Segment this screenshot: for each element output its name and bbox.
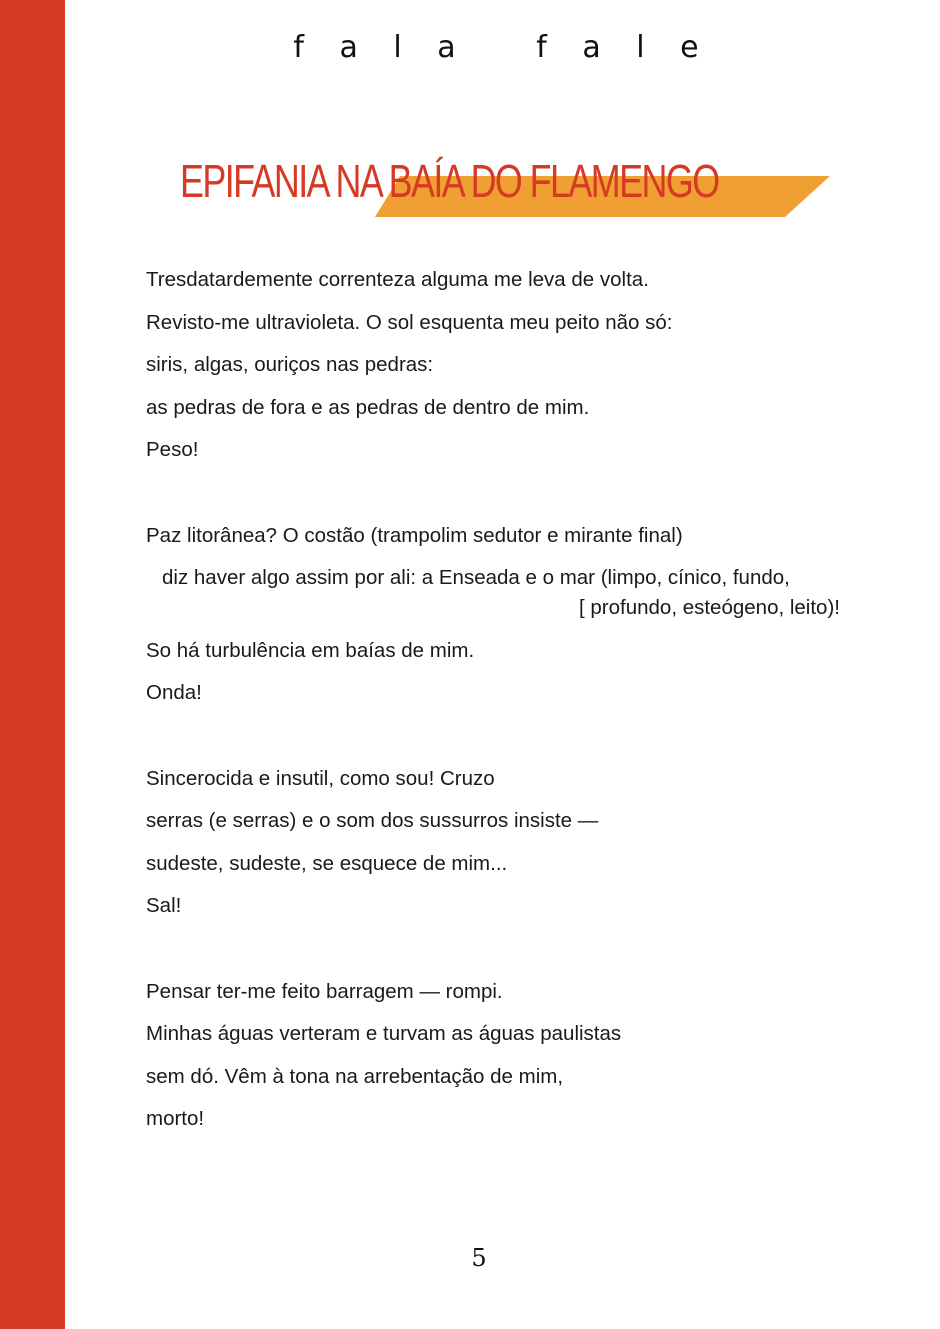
poem-line: diz haver algo assim por ali: a Enseada e o mar (limpo, cínico, fundo, — [162, 566, 790, 590]
poem-line: Revisto-me ultravioleta. O sol esquenta meu peito não só: — [146, 310, 673, 334]
poem-line: serras (e serras) e o som dos sussurros insiste — — [146, 809, 599, 833]
poem-line: as pedras de fora e as pedras de dentro de mim. — [146, 395, 590, 419]
stanza-divider — [146, 935, 846, 978]
left-decorative-bar — [0, 0, 65, 1329]
poem-line: Paz litorânea? O costão (trampolim sedutor e mirante final) — [146, 523, 683, 547]
poem-line: morto! — [146, 1107, 205, 1131]
stanza-3 — [146, 765, 846, 935]
stanza-1 — [146, 266, 846, 479]
stanza-divider — [146, 722, 846, 765]
poem-line: Minhas águas verteram e turvam as águas paulistas — [146, 1022, 622, 1046]
page-number: 5 — [471, 1244, 487, 1272]
poem-title-block — [170, 140, 840, 230]
poem-line: Peso! — [146, 438, 199, 462]
poem-title: EPIFANIA NA BAÍA DO FLAMENGO — [180, 155, 719, 207]
poem-line: Onda! — [146, 681, 202, 705]
stanza-divider — [146, 479, 846, 522]
book-title: f a l a f a l e — [293, 30, 712, 65]
poem-line: sem dó. Vêm à tona na arrebentação de mim, — [146, 1064, 564, 1088]
poem-line: siris, algas, ouriços nas pedras: — [146, 353, 434, 377]
poem-line: Sal! — [146, 894, 182, 918]
poem-line: So há turbulência em baías de mim. — [146, 638, 475, 662]
poem-body — [146, 266, 846, 1148]
poem-line: Sincerocida e insutil, como sou! Cruzo — [146, 766, 495, 790]
poem-line: Tresdatardemente correnteza alguma me leva de volta. — [146, 268, 649, 291]
poem-line: Pensar ter-me feito barragem — rompi. — [146, 979, 503, 1003]
poem-line: sudeste, sudeste, se esquece de mim... — [146, 851, 508, 875]
stanza-4 — [146, 978, 846, 1148]
poem-line-continuation: [ profundo, esteógeno, leito)! — [579, 596, 840, 620]
stanza-2 — [146, 522, 846, 722]
